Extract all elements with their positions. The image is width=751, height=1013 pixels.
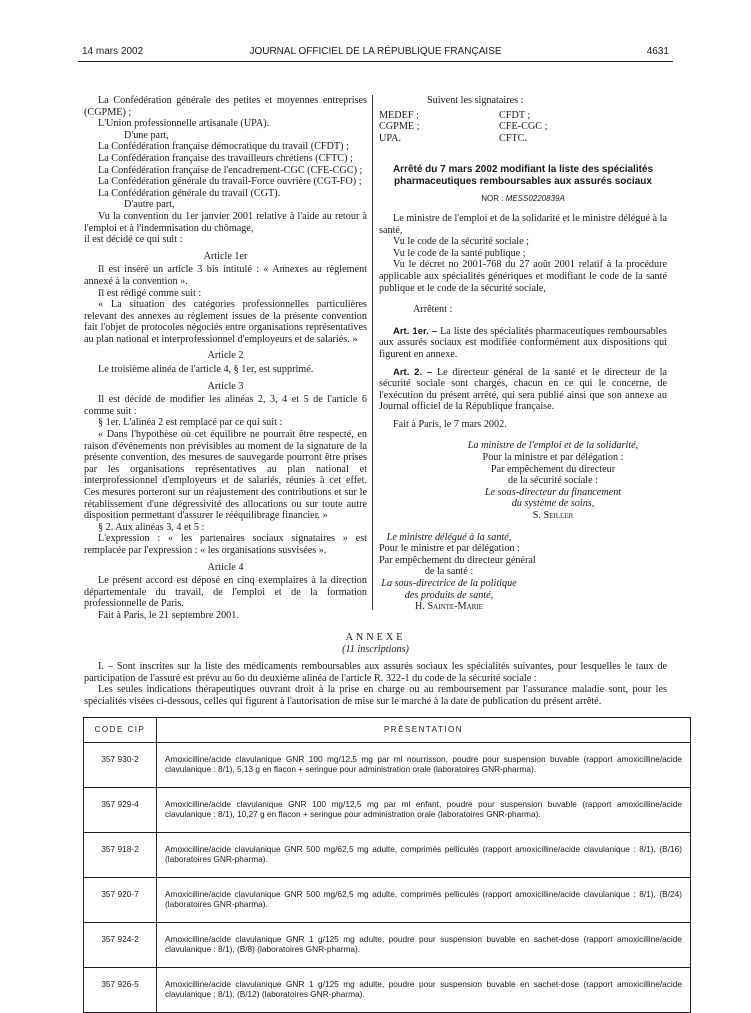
paragraph: « Dans l'hypothèse où cet équilibre ne pourrait être respecté, en raison d'événements non prévisibles au moment de la signature de la présente convention, des mesures de sauvegarde pourront être prises par les organisations représentatives au plan national et interprofessionnel d'employeurs et de salariés, réunies à cet effet. Ces mesures porteront sur un réajustement des contributions et sur le rétablissement d'une dégressivité des allocations ou sur toute autre disposition permettant d'assurer le rééquilibrage financier. »	[84, 429, 367, 522]
signature-block-1	[379, 440, 667, 521]
presentation-text: Amoxicilline/acide clavulanique GNR 1 g/125 mg adulte, poudre pour suspension buvable en sachet-dose (rapport amoxicilline/acide clavulanique : 8/1), (B/8) (laboratoires GNR-pharma).	[157, 923, 691, 968]
signatory: CGPME ;	[379, 121, 420, 133]
table-row	[84, 743, 691, 788]
article-label: Art. 1er. –	[393, 325, 438, 337]
sig-line: Pour la ministre et par délégation :	[482, 452, 624, 464]
signatory: CFDT ;	[499, 109, 531, 121]
text-line: La Confédération générale du travail-Force ouvrière (CGT-FO) ;	[98, 176, 362, 188]
article-1	[379, 326, 667, 361]
sig-line: des produits de santé,	[404, 589, 494, 601]
sig-line: La ministre de l'emploi et de la solidarité,	[467, 440, 639, 452]
cip-table	[83, 717, 691, 1013]
annexe-subtitle: (11 inscriptions)	[342, 643, 409, 655]
left-column	[84, 95, 367, 622]
arrete-title: Arrêté du 7 mars 2002 modifiant la liste des spécialités pharmaceutiques remboursables aux assurés sociaux	[392, 164, 654, 187]
paragraph: Il est inséré un article 3 bis intitulé : « Annexes au règlement annexé à la convention ».	[84, 264, 367, 287]
text-line: L'Union professionnelle artisanale (UPA).	[98, 118, 270, 130]
cip-code: 357 929-4	[84, 788, 157, 833]
presentation-text: Amoxicilline/acide clavulanique GNR 500 mg/62,5 mg adulte, comprimés pelliculés (rapport amoxicilline/acide clavulanique : 8/1), (B/24) (laboratoires GNR-pharma).	[157, 878, 691, 923]
sig-line: de la sécurité sociale :	[508, 475, 598, 487]
cip-code: 357 920-7	[84, 878, 157, 923]
signatory: MEDEF ;	[379, 109, 419, 121]
cip-code: 357 918-2	[84, 833, 157, 878]
text-line: La Confédération française démocratique du travail (CFDT) ;	[98, 141, 349, 153]
cip-code: 357 926-5	[84, 968, 157, 1013]
table-row	[84, 788, 691, 833]
paragraph: Le ministre de l'emploi et de la solidarité et le ministre délégué à la santé,	[379, 212, 667, 236]
text-line: il est décidé ce qui suit :	[84, 234, 183, 246]
paragraph: § 2. Aux alinéas 3, 4 et 5 :	[98, 521, 205, 533]
paragraph: Le troisième alinéa de l'article 4, § 1er, est supprimé.	[98, 364, 314, 376]
arretent-label: Arrêtent :	[413, 304, 453, 316]
table-row	[84, 923, 691, 968]
nor-reference	[379, 193, 667, 205]
signatory: UPA.	[379, 132, 401, 144]
paragraph: « La situation des catégories professionnelles particulières relevant des annexes au règlement issues de la présente convention fait l'objet de protocoles négociés entre organisations représentatives au plan national et interprofessionnel d'employeurs et de salariés. »	[84, 299, 367, 345]
paragraph: I. – Sont inscrites sur la liste des médicaments remboursables aux assurés sociaux les spécialités suivantes, pour lesquelles le taux de participation de l'assuré est prévu au 6o du deuxième alinéa de l'article R. 322-1 du code de la sécurité sociale :	[84, 661, 667, 684]
article-title: Article 4	[207, 561, 244, 573]
sig-line: Pour le ministre et par délégation :	[379, 543, 520, 555]
nor-value: MESS0220839A	[505, 194, 565, 204]
sig-line: Le sous-directeur du financement	[484, 486, 622, 498]
presentation-text: Amoxicilline/acide clavulanique GNR 1 g/125 mg adulte, poudre pour suspension buvable en sachet-dose (rapport amoxicilline/acide clavulanique : 8/1), (B/12) (laboratoires GNR-pharma).	[157, 968, 691, 1013]
signatory: CFE-CGC ;	[499, 121, 548, 133]
sig-line: de la santé :	[424, 566, 474, 578]
annexe-title: ANNEXE	[345, 632, 406, 643]
signataires-label: Suivent les signataires :	[427, 95, 524, 106]
column-divider	[372, 95, 373, 610]
paragraph: Il est rédigé comme suit :	[98, 287, 202, 299]
text-line: Vu la convention du 1er janvier 2001 relative à l'aide au retour à l'emploi et à l'indemnisation du chômage,	[84, 210, 367, 234]
paragraph: L'expression : « les partenaires sociaux signataires » est remplacée par l'expression : « les organisations susvisées ».	[84, 533, 367, 556]
journal-title: JOURNAL OFFICIEL DE LA RÉPUBLIQUE FRANÇAISE	[249, 46, 502, 57]
presentation-text: Amoxicilline/acide clavulanique GNR 500 mg/62,5 mg adulte, comprimés pelliculés (rapport amoxicilline/acide clavulanique : 8/1), (B/16) (laboratoires GNR-pharma).	[157, 833, 691, 878]
annexe-section	[84, 632, 667, 708]
column-header-presentation: PRÉSENTATION	[157, 718, 691, 743]
article-title: Article 2	[207, 350, 244, 362]
column-header-code: CODE CIP	[84, 718, 157, 743]
paragraph: Il est décidé de modifier les alinéas 2, 3, 4 et 5 de l'article 6 comme suit :	[84, 394, 367, 417]
sig-line: Par empêchement du directeur	[490, 463, 616, 475]
cip-code: 357 930-2	[84, 743, 157, 788]
article-text: La liste des spécialités pharmaceutiques remboursables aux assurés sociaux est modifiée conformément aux dispositions qui figurent en annexe.	[379, 325, 667, 360]
text-line: La Confédération générale du travail (CGT).	[98, 187, 281, 199]
text-line: La Confédération française des travailleurs chrétiens (CFTC) ;	[98, 152, 353, 164]
nor-label: NOR :	[481, 194, 504, 204]
text-line: D'une part,	[124, 129, 169, 141]
article-title: Article 1er	[203, 250, 248, 262]
signatories-list	[379, 110, 619, 145]
text-line: La Confédération générale des petites et moyennes entreprises (CGPME) ;	[84, 95, 367, 118]
paragraph: Le présent accord est déposé en cinq exemplaires à la direction départementale du travail, de l'emploi et de la formation professionnelle de Paris.	[84, 575, 367, 610]
paragraph: Vu le décret no 2001-768 du 27 août 2001 relatif à la procédure applicable aux spécialités génériques et modifiant le code de la santé publique et le code de la sécurité sociale,	[379, 259, 667, 294]
presentation-text: Amoxicilline/acide clavulanique GNR 100 mg/12,5 mg par ml enfant, poudre pour suspension buvable (rapport amoxicilline/acide clavulanique : 8/1), 10,27 g en flacon + seringue pour administration orale (laboratoires GNR-pharma).	[157, 788, 691, 833]
fait-a-paris: Fait à Paris, le 7 mars 2002.	[393, 418, 507, 430]
page-header	[82, 46, 669, 60]
sig-line: Le ministre délégué à la santé,	[386, 531, 512, 543]
sig-line: du système de soins,	[511, 498, 595, 510]
signatory-name: S. Seiller	[532, 510, 574, 522]
table-row	[84, 968, 691, 1013]
signatory-name: H. Sainte-Marie	[415, 601, 483, 613]
signatory: CFTC.	[499, 132, 528, 144]
header-rule	[78, 61, 673, 62]
article-label: Art. 2. –	[393, 366, 433, 378]
article-2	[379, 367, 667, 413]
article-text: Le directeur général de la santé et le directeur de la sécurité sociale sont chargés, chacun en ce qui le concerne, de l'exécution du présent arrêté, qui sera publié ainsi que son annexe au Journal officiel de la République française.	[379, 366, 667, 413]
text-line: D'autre part,	[124, 199, 175, 211]
table-row	[84, 833, 691, 878]
table-header-row	[84, 718, 691, 743]
paragraph: Vu le code de la sécurité sociale ;	[393, 236, 530, 248]
signature-block-2	[379, 531, 536, 613]
header-date: 14 mars 2002	[82, 46, 144, 57]
presentation-text: Amoxicilline/acide clavulanique GNR 100 mg/12,5 mg par ml nourrisson, poudre pour suspension buvable (rapport amoxicilline/acide clavulanique : 8/1), 5,13 g en flacon + seringue pour administration orale (laboratoires GNR-pharma).	[157, 743, 691, 788]
page-number: 4631	[646, 46, 669, 57]
paragraph: Vu le code de la santé publique ;	[393, 247, 526, 259]
sig-line: La sous-directrice de la politique	[381, 578, 517, 589]
text-line: La Confédération française de l'encadrement-CGC (CFE-CGC) ;	[98, 164, 363, 176]
paragraph: Fait à Paris, le 21 septembre 2001.	[98, 609, 239, 621]
paragraph: § 1er. L'alinéa 2 est remplacé par ce qui suit :	[98, 417, 283, 429]
arrete-body	[379, 213, 667, 431]
cip-code: 357 924-2	[84, 923, 157, 968]
sig-line: Par empêchement du directeur général	[379, 554, 536, 566]
right-column	[379, 95, 667, 613]
article-title: Article 3	[207, 380, 244, 392]
paragraph: Les seules indications thérapeutiques ouvrant droit à la prise en charge ou au remboursement par l'assurance maladie sont, pour les spécialités visées ci-dessous, celles qui figurent à l'autorisation de mise sur le marché à la date de publication du présent arrêté.	[84, 684, 667, 707]
table-row	[84, 878, 691, 923]
